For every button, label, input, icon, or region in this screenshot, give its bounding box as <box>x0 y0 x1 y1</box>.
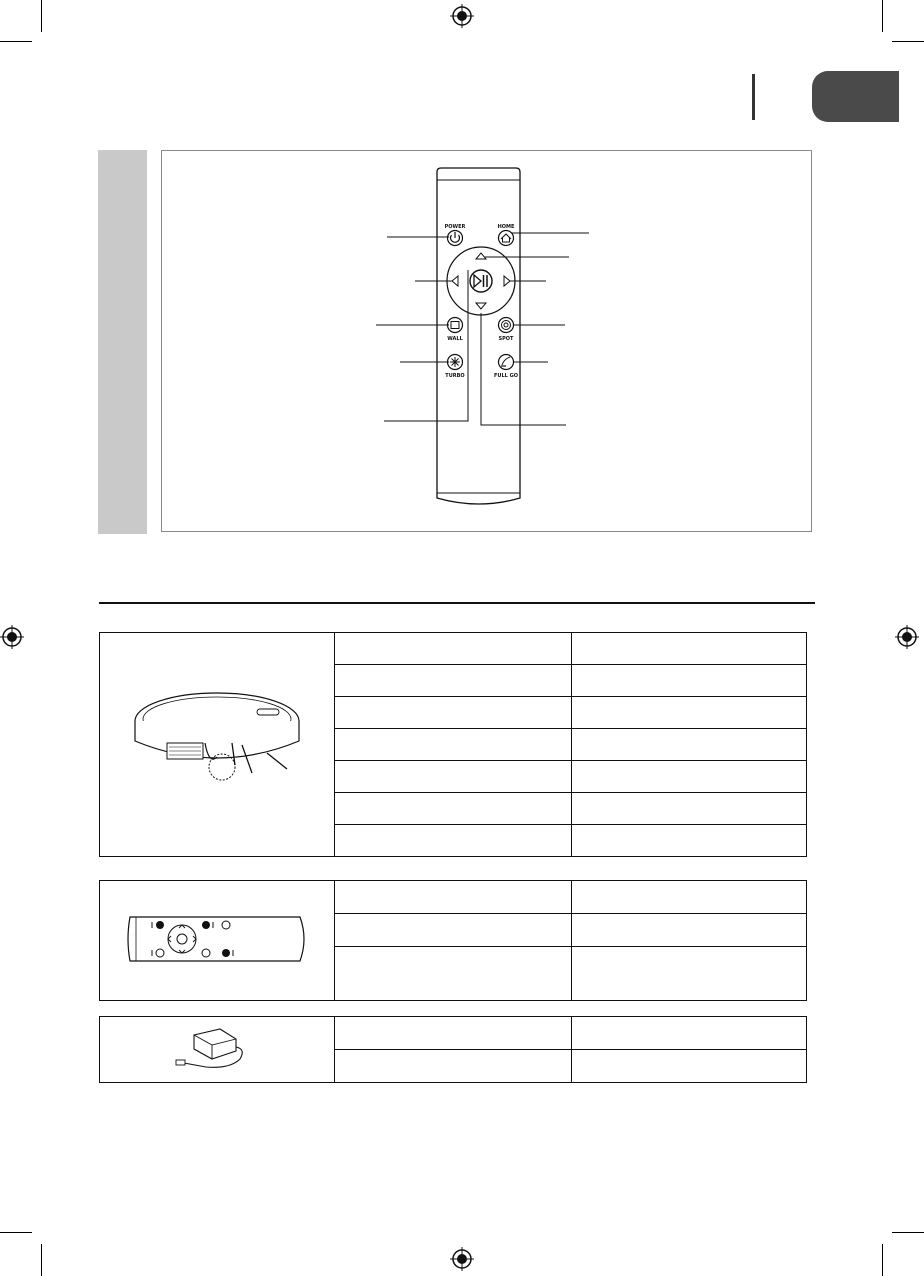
spot-icon <box>499 318 514 333</box>
crop-mark <box>0 1232 32 1233</box>
remote-image-cell <box>100 881 335 1001</box>
crop-mark <box>0 41 32 42</box>
robot-row-cell <box>335 697 572 729</box>
robot-row-cell <box>572 697 807 729</box>
remote-row-cell <box>335 947 572 1001</box>
remote-row-cell <box>335 881 572 914</box>
robot-row-cell <box>335 665 572 697</box>
full-go-icon <box>499 355 514 370</box>
section-divider <box>99 602 815 604</box>
crop-mark <box>892 1232 924 1233</box>
robot-row-cell <box>572 793 807 825</box>
registration-mark-icon <box>450 1247 474 1271</box>
robot-row-cell <box>335 633 572 665</box>
robot-row-cell <box>335 825 572 857</box>
language-tab <box>812 71 899 122</box>
registration-mark-icon <box>450 4 474 28</box>
registration-mark-icon <box>0 625 24 649</box>
crop-mark <box>41 0 42 32</box>
robot-row-cell <box>572 665 807 697</box>
robot-row-cell <box>572 761 807 793</box>
remote-row-cell <box>572 947 807 1001</box>
robot-cleaner-illustration <box>117 683 317 803</box>
crop-mark <box>882 1244 883 1276</box>
wall-icon <box>448 318 463 333</box>
robot-row-cell <box>335 761 572 793</box>
robot-row-cell <box>335 793 572 825</box>
registration-mark-icon <box>895 625 919 649</box>
wall-label: WALL <box>447 336 463 342</box>
remote-row-cell <box>572 914 807 947</box>
turbo-label: TURBO <box>445 373 465 379</box>
play-pause-icon <box>470 270 492 292</box>
remote-control-diagram <box>161 150 812 532</box>
adapter-row-cell <box>335 1017 572 1050</box>
remote-illustration <box>122 909 312 969</box>
robot-contents-table <box>99 632 807 857</box>
home-icon <box>499 231 514 246</box>
page-number-bar <box>752 74 755 120</box>
spot-label: SPOT <box>498 336 514 342</box>
robot-row-cell <box>572 825 807 857</box>
adapter-row-cell <box>572 1050 807 1083</box>
turbo-icon <box>448 355 463 370</box>
crop-mark <box>892 41 924 42</box>
adapter-row-cell <box>572 1017 807 1050</box>
remote-row-cell <box>572 881 807 914</box>
remote-row-cell <box>335 914 572 947</box>
remote-contents-table <box>99 880 807 1001</box>
crop-mark <box>882 0 883 32</box>
section-side-tab <box>98 150 147 534</box>
adapter-image-cell <box>100 1017 335 1083</box>
adapter-row-cell <box>335 1050 572 1083</box>
full-go-label: FULL GO <box>494 373 518 379</box>
robot-row-cell <box>572 729 807 761</box>
robot-row-cell <box>335 729 572 761</box>
power-icon <box>448 231 463 246</box>
home-label: HOME <box>497 224 515 230</box>
robot-row-cell <box>572 633 807 665</box>
adapter-contents-table <box>99 1016 807 1083</box>
robot-cleaner-image-cell <box>100 633 335 857</box>
crop-mark <box>41 1244 42 1276</box>
power-label: POWER <box>444 224 466 230</box>
power-adapter-illustration <box>172 1021 262 1075</box>
